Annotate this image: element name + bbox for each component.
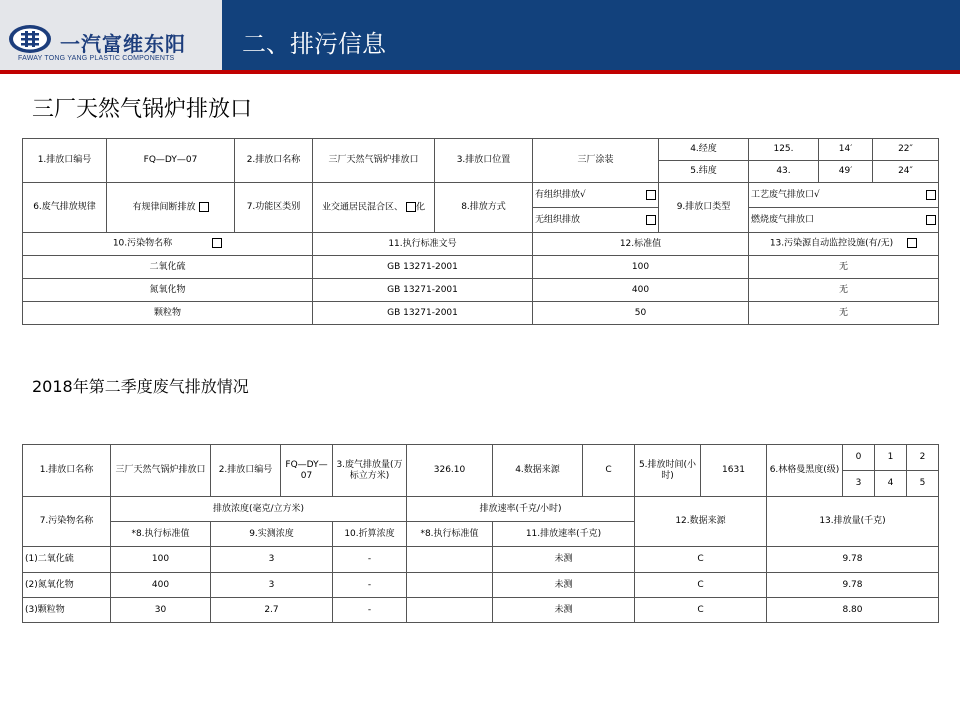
ringelmann-3: 3 [843, 471, 875, 497]
header-pollutant-name: 7.污染物名称 [23, 497, 111, 547]
header-emission-rate: 排放速率(千克/小时) [407, 497, 635, 522]
option-combustion-gas: 燃烧废气排放口 [749, 208, 939, 233]
checkbox-icon [406, 202, 416, 212]
header-standard-value: *8.执行标准值 [111, 522, 211, 547]
label-emission-pattern: 6.废气排放规律 [23, 183, 107, 233]
cell-source: C [635, 547, 767, 573]
header-data-source: 12.数据来源 [635, 497, 767, 547]
cell-amount: 9.78 [767, 547, 939, 573]
table-row [23, 547, 939, 573]
cell-standard-value: 100 [533, 256, 749, 279]
checkbox-icon [926, 215, 936, 225]
cell-converted: - [333, 573, 407, 598]
table-row [23, 302, 939, 325]
header-pollutant-name: 10.污染物名称 [23, 233, 313, 256]
label-outlet-location: 3.排放口位置 [435, 139, 533, 183]
ringelmann-0: 0 [843, 445, 875, 471]
cell-standard-value: 50 [533, 302, 749, 325]
cell-pollutant: (3)颗粒物 [23, 598, 111, 623]
cell-standard-doc: GB 13271-2001 [313, 302, 533, 325]
quarterly-emission-table [22, 444, 939, 623]
cell-standard: 30 [111, 598, 211, 623]
value-outlet-location: 三厂涂装 [533, 139, 659, 183]
value-longitude-deg: 125. [749, 139, 819, 161]
label-outlet-code: 1.排放口编号 [23, 139, 107, 183]
checkbox-icon [926, 190, 936, 200]
cell-rate: 未测 [493, 547, 635, 573]
value-latitude-sec: 24″ [873, 161, 939, 183]
cell-rate: 未测 [493, 573, 635, 598]
cell-measured: 3 [211, 547, 333, 573]
cell-pollutant: (1)二氧化硫 [23, 547, 111, 573]
cell-standard-2 [407, 573, 493, 598]
header-standard-value: 12.标准值 [533, 233, 749, 256]
header-standard-value-2: *8.执行标准值 [407, 522, 493, 547]
cell-standard-doc: GB 13271-2001 [313, 279, 533, 302]
value-function-zone: 业交通居民混合区、 化 [313, 183, 435, 233]
value-longitude-sec: 22″ [873, 139, 939, 161]
option-unorganized: 无组织排放 [533, 208, 659, 233]
value-outlet-code: FQ—DY—07 [107, 139, 235, 183]
cell-converted: - [333, 547, 407, 573]
value-data-source: C [583, 445, 635, 497]
label-longitude: 4.经度 [659, 139, 749, 161]
cell-pollutant: 颗粒物 [23, 302, 313, 325]
header-converted-conc: 10.折算浓度 [333, 522, 407, 547]
cell-standard: 100 [111, 547, 211, 573]
section2-title: 2018年第二季度废气排放情况 [32, 377, 249, 396]
table-row [23, 279, 939, 302]
cell-standard: 400 [111, 573, 211, 598]
ringelmann-5: 5 [907, 471, 939, 497]
cell-source: C [635, 573, 767, 598]
cell-amount: 9.78 [767, 573, 939, 598]
outlet-info-table [22, 138, 939, 325]
label-ringelmann: 6.林格曼黑度(级) [767, 445, 843, 497]
checkbox-icon [907, 238, 917, 248]
cell-pollutant: 氮氧化物 [23, 279, 313, 302]
page-title: 二、排污信息 [242, 30, 386, 58]
cell-standard-doc: GB 13271-2001 [313, 256, 533, 279]
label-outlet-type: 9.排放口类型 [659, 183, 749, 233]
checkbox-icon [646, 190, 656, 200]
label-function-zone: 7.功能区类别 [235, 183, 313, 233]
label-emission-method: 8.排放方式 [435, 183, 533, 233]
label-outlet-code: 2.排放口编号 [211, 445, 281, 497]
logo-area [0, 0, 222, 70]
header-auto-monitor: 13.污染源自动监控设施(有/无) [749, 233, 939, 256]
cell-standard-value: 400 [533, 279, 749, 302]
label-outlet-name: 2.排放口名称 [235, 139, 313, 183]
cell-amount: 8.80 [767, 598, 939, 623]
option-process-gas: 工艺废气排放口√ [749, 183, 939, 208]
cell-auto-monitor: 无 [749, 302, 939, 325]
cell-standard-2 [407, 547, 493, 573]
value-latitude-deg: 43. [749, 161, 819, 183]
header-standard-doc: 11.执行标准文号 [313, 233, 533, 256]
cell-standard-2 [407, 598, 493, 623]
brand-name-cn: 一汽富维东阳 [60, 32, 186, 56]
cell-measured: 2.7 [211, 598, 333, 623]
ringelmann-1: 1 [875, 445, 907, 471]
label-gas-volume: 3.废气排放量(万标立方米) [333, 445, 407, 497]
checkbox-icon [199, 202, 209, 212]
header-measured-conc: 9.实测浓度 [211, 522, 333, 547]
value-outlet-name: 三厂天然气锅炉排放口 [313, 139, 435, 183]
option-organized: 有组织排放√ [533, 183, 659, 208]
cell-rate: 未测 [493, 598, 635, 623]
cell-auto-monitor: 无 [749, 279, 939, 302]
value-latitude-min: 49′ [819, 161, 873, 183]
cell-pollutant: (2)氮氧化物 [23, 573, 111, 598]
table-row [23, 256, 939, 279]
checkbox-icon [646, 215, 656, 225]
value-outlet-code: FQ—DY—07 [281, 445, 333, 497]
value-longitude-min: 14′ [819, 139, 873, 161]
table-row [23, 573, 939, 598]
label-emission-hours: 5.排放时间(小时) [635, 445, 701, 497]
brand-name-en: FAWAY TONG YANG PLASTIC COMPONENTS [18, 55, 175, 62]
value-emission-pattern: 有规律间断排放 [107, 183, 235, 233]
cell-converted: - [333, 598, 407, 623]
header-emission-amount: 13.排放量(千克) [767, 497, 939, 547]
value-emission-hours: 1631 [701, 445, 767, 497]
cell-pollutant: 二氧化硫 [23, 256, 313, 279]
ringelmann-2: 2 [907, 445, 939, 471]
ringelmann-4: 4 [875, 471, 907, 497]
cell-measured: 3 [211, 573, 333, 598]
cell-source: C [635, 598, 767, 623]
section1-title: 三厂天然气锅炉排放口 [32, 97, 253, 122]
value-outlet-name: 三厂天然气锅炉排放口 [111, 445, 211, 497]
table-row [23, 598, 939, 623]
checkbox-icon [212, 238, 222, 248]
value-gas-volume: 326.10 [407, 445, 493, 497]
header-rate-value: 11.排放速率(千克) [493, 522, 635, 547]
cell-auto-monitor: 无 [749, 256, 939, 279]
label-latitude: 5.纬度 [659, 161, 749, 183]
header-band [222, 0, 960, 70]
header-concentration: 排放浓度(毫克/立方米) [111, 497, 407, 522]
label-outlet-name: 1.排放口名称 [23, 445, 111, 497]
faw-logo-icon [8, 24, 52, 54]
label-data-source: 4.数据来源 [493, 445, 583, 497]
header-divider [0, 70, 960, 74]
